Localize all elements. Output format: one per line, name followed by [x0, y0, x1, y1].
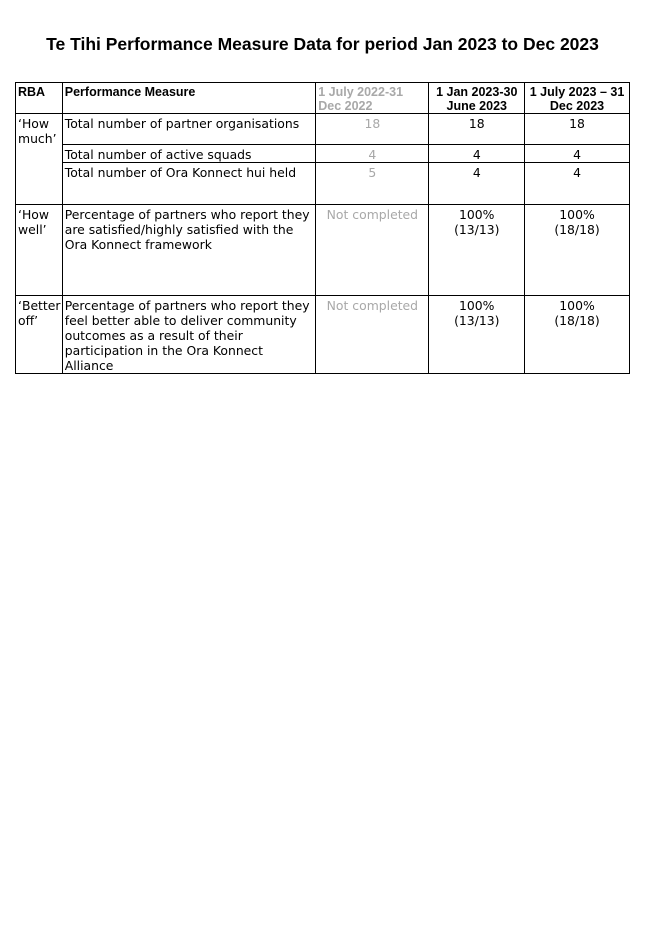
value-period-2022: Not completed: [316, 296, 429, 374]
table-row: [16, 205, 630, 296]
measure-cell: Percentage of partners who report they are satisfied/highly satisfied with the Ora Konnect framework: [62, 205, 315, 296]
rba-category-how-much: ‘How much’: [16, 114, 63, 205]
header-period-jul-dec-2023: 1 July 2023 – 31 Dec 2023: [525, 83, 630, 114]
value-period-2022: 5: [316, 163, 429, 205]
header-period-2022: 1 July 2022-31 Dec 2022: [316, 83, 429, 114]
header-rba: RBA: [16, 83, 63, 114]
value-period-2022: 4: [316, 145, 429, 163]
table-row: [16, 114, 630, 145]
value-period-jul-dec-2023: [525, 296, 630, 374]
value-period-jul-dec-2023: 4: [525, 145, 630, 163]
measure-cell: Total number of Ora Konnect hui held: [62, 163, 315, 205]
value-percent: 100%: [559, 207, 595, 222]
header-period-jan-jun-2023: 1 Jan 2023-30 June 2023: [429, 83, 525, 114]
value-period-jan-jun-2023: 4: [429, 145, 525, 163]
value-fraction: (13/13): [454, 313, 500, 328]
measure-cell: Total number of partner organisations: [62, 114, 315, 145]
rba-category-how-well: ‘How well’: [16, 205, 63, 296]
rba-category-better-off: ‘Better off’: [16, 296, 63, 374]
table-row: [16, 145, 630, 163]
table-row: [16, 163, 630, 205]
table-header-row: [16, 83, 630, 114]
value-period-jan-jun-2023: [429, 205, 525, 296]
performance-table: [15, 82, 630, 374]
header-performance-measure: Performance Measure: [62, 83, 315, 114]
value-period-2022: Not completed: [316, 205, 429, 296]
value-percent: 100%: [559, 298, 595, 313]
value-period-jul-dec-2023: 4: [525, 163, 630, 205]
value-percent: 100%: [459, 207, 495, 222]
value-period-2022: 18: [316, 114, 429, 145]
value-fraction: (13/13): [454, 222, 500, 237]
value-period-jul-dec-2023: [525, 205, 630, 296]
value-fraction: (18/18): [554, 313, 600, 328]
value-period-jan-jun-2023: 18: [429, 114, 525, 145]
value-period-jan-jun-2023: [429, 296, 525, 374]
table-row: [16, 296, 630, 374]
value-period-jul-dec-2023: 18: [525, 114, 630, 145]
measure-cell: Percentage of partners who report they feel better able to deliver community outcomes as a result of their participation in the Ora Konnect Alliance: [62, 296, 315, 374]
value-period-jan-jun-2023: 4: [429, 163, 525, 205]
measure-cell: Total number of active squads: [62, 145, 315, 163]
page-title: Te Tihi Performance Measure Data for period Jan 2023 to Dec 2023: [46, 34, 599, 54]
value-percent: 100%: [459, 298, 495, 313]
value-fraction: (18/18): [554, 222, 600, 237]
